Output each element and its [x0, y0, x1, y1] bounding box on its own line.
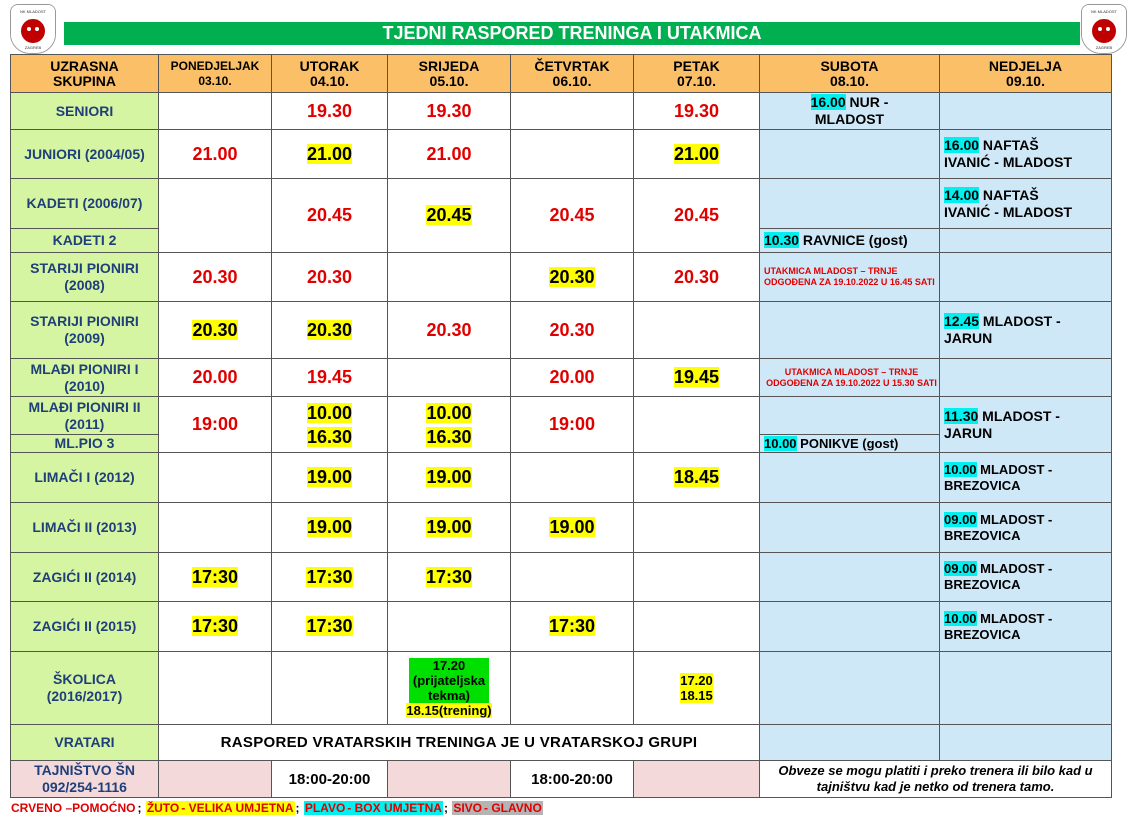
header-day-wed: SRIJEDA 05.10.	[388, 55, 511, 93]
office-label: TAJNIŠTVO ŠN 092/254-1116	[11, 761, 159, 798]
time-cell: 20.45	[388, 179, 511, 253]
cell-empty	[760, 179, 940, 229]
time-cell: 19.00	[272, 503, 388, 553]
time-cell: 20.00	[511, 359, 634, 397]
time-cell: 18.45	[634, 453, 760, 503]
goalkeeper-message: RASPORED VRATARSKIH TRENINGA JE U VRATARSKOJ GRUPI	[159, 725, 760, 761]
time-cell: 21.00	[634, 130, 760, 179]
group-label: MLAĐI PIONIRI II (2011)	[11, 397, 159, 435]
cell-empty	[940, 725, 1112, 761]
cell-empty	[511, 652, 634, 725]
group-label: KADETI (2006/07)	[11, 179, 159, 229]
club-logo-left	[10, 4, 56, 54]
match-cell: 09.00 MLADOST - BREZOVICA	[940, 503, 1112, 553]
row-juniori	[11, 130, 1112, 179]
row-limaci-2012	[11, 453, 1112, 503]
time-cell: 19.00	[272, 453, 388, 503]
cell-empty	[159, 503, 272, 553]
row-mladi-pioniri-2010	[11, 359, 1112, 397]
legend-blue: PLAVO	[304, 801, 346, 815]
cell-empty	[634, 302, 760, 359]
time-cell: 19:00	[159, 397, 272, 453]
match-cell: 16.00 NAFTAŠ IVANIĆ - MLADOST	[940, 130, 1112, 179]
match-cell: 14.00 NAFTAŠ IVANIĆ - MLADOST	[940, 179, 1112, 229]
group-label: LIMAČI II (2013)	[11, 503, 159, 553]
cell-empty	[388, 761, 511, 798]
row-zagici-2014	[11, 553, 1112, 602]
time-cell: 19.30	[634, 93, 760, 130]
cell-empty	[760, 453, 940, 503]
match-cell: 11.30 MLADOST - JARUN	[940, 397, 1112, 453]
group-label: ŠKOLICA (2016/2017)	[11, 652, 159, 725]
group-label: ZAGIĆI II (2015)	[11, 602, 159, 652]
header-day-tue: UTORAK 04.10.	[272, 55, 388, 93]
cell-empty	[760, 397, 940, 435]
legend-grey: SIVO	[453, 801, 482, 815]
group-label: VRATARI	[11, 725, 159, 761]
cell-empty	[760, 725, 940, 761]
row-stariji-pioniri-2009	[11, 302, 1112, 359]
cell-empty	[760, 652, 940, 725]
club-logo-right	[1081, 4, 1127, 54]
time-cell: 20.45	[634, 179, 760, 253]
match-cell: 10.00 MLADOST - BREZOVICA	[940, 453, 1112, 503]
cell-empty	[388, 359, 511, 397]
time-cell: 20.45	[272, 179, 388, 253]
group-label: LIMAČI I (2012)	[11, 453, 159, 503]
cell-empty	[760, 503, 940, 553]
match-cell: 10.00 MLADOST - BREZOVICA	[940, 602, 1112, 652]
header-day-thu: ČETVRTAK 06.10.	[511, 55, 634, 93]
time-cell: 17:30	[388, 553, 511, 602]
time-cell: 19.45	[634, 359, 760, 397]
legend-yellow: ŽUTO	[146, 801, 180, 815]
cell-empty	[940, 93, 1112, 130]
group-label: ZAGIĆI II (2014)	[11, 553, 159, 602]
match-cell: 12.45 MLADOST - JARUN	[940, 302, 1112, 359]
schedule-table	[10, 54, 1112, 798]
cell-empty	[634, 761, 760, 798]
row-limaci-2013	[11, 503, 1112, 553]
time-cell: 20.30	[159, 302, 272, 359]
legend-yellow-desc: - VELIKA UMJETNA	[181, 801, 294, 815]
cell-empty	[511, 553, 634, 602]
time-cell: 20.30	[634, 253, 760, 302]
postponed-note: UTAKMICA MLADOST – TRNJE ODGOĐENA ZA 19.10.2022 U 15.30 SATI	[760, 359, 940, 397]
svg-text:NK MLADOST: NK MLADOST	[1090, 9, 1118, 14]
row-seniori	[11, 93, 1112, 130]
cell-empty	[159, 179, 272, 253]
row-skolica	[11, 652, 1112, 725]
legend-red: CRVENO –POMOĆNO	[11, 801, 136, 815]
time-cell: 20.30	[511, 302, 634, 359]
group-label: ML.PIO 3	[11, 435, 159, 453]
row-mladi-pioniri-2011	[11, 397, 1112, 435]
time-cell: 20.45	[511, 179, 634, 253]
cell-empty	[940, 253, 1112, 302]
legend-blue-desc: - BOX UMJETNA	[347, 801, 442, 815]
time-cell: 10.00 16.30	[272, 397, 388, 453]
time-cell: 17:30	[159, 602, 272, 652]
cell-empty	[760, 553, 940, 602]
cell-empty	[159, 761, 272, 798]
time-cell: 19.45	[272, 359, 388, 397]
legend-grey-desc: - GLAVNO	[484, 801, 542, 815]
time-cell: 17:30	[272, 553, 388, 602]
cell-empty	[940, 229, 1112, 253]
group-label: STARIJI PIONIRI (2009)	[11, 302, 159, 359]
header-row	[11, 55, 1112, 93]
cell-empty	[511, 93, 634, 130]
group-label: KADETI 2	[11, 229, 159, 253]
row-tajnistvo	[11, 761, 1112, 798]
header-day-sat: SUBOTA 08.10.	[760, 55, 940, 93]
row-stariji-pioniri-2008	[11, 253, 1112, 302]
cell-empty	[760, 130, 940, 179]
group-label: STARIJI PIONIRI (2008)	[11, 253, 159, 302]
cell-empty	[634, 553, 760, 602]
postponed-note: UTAKMICA MLADOST – TRNJE ODGOĐENA ZA 19.10.2022 U 16.45 SATI	[760, 253, 940, 302]
match-cell: 10.30 RAVNICE (gost)	[760, 229, 940, 253]
header-day-sun: NEDJELJA 09.10.	[940, 55, 1112, 93]
match-cell: 09.00 MLADOST - BREZOVICA	[940, 553, 1112, 602]
cell-empty	[388, 602, 511, 652]
time-cell: 17:30	[159, 553, 272, 602]
cell-empty	[272, 652, 388, 725]
time-cell: 19.30	[388, 93, 511, 130]
time-cell: 21.00	[159, 130, 272, 179]
time-cell: 20.30	[272, 302, 388, 359]
schedule-title: TJEDNI RASPORED TRENINGA I UTAKMICA	[64, 22, 1080, 45]
cell-empty	[760, 602, 940, 652]
time-cell: 17:30	[511, 602, 634, 652]
cell-empty	[159, 652, 272, 725]
time-cell: 20.00	[159, 359, 272, 397]
cell-empty	[511, 130, 634, 179]
cell-empty	[940, 359, 1112, 397]
row-kadeti	[11, 179, 1112, 229]
svg-text:ZAGREB: ZAGREB	[1095, 45, 1113, 50]
header-group: UZRASNA SKUPINA	[11, 55, 159, 93]
time-cell: 21.00	[272, 130, 388, 179]
time-cell: 17.20 18.15	[634, 652, 760, 725]
svg-text:ZAGREB: ZAGREB	[24, 45, 42, 50]
cell-empty	[159, 93, 272, 130]
group-label: SENIORI	[11, 93, 159, 130]
time-cell: 19.00	[388, 503, 511, 553]
header-day-fri: PETAK 07.10.	[634, 55, 760, 93]
cell-empty	[634, 503, 760, 553]
row-vratari	[11, 725, 1112, 761]
office-hours-cell: 18:00-20:00	[272, 761, 388, 798]
svg-text:NK MLADOST: NK MLADOST	[19, 9, 47, 14]
time-cell: 19.00	[388, 453, 511, 503]
time-cell: 10.00 16.30	[388, 397, 511, 453]
cell-empty	[760, 302, 940, 359]
time-cell: 20.30	[511, 253, 634, 302]
time-cell: 20.30	[159, 253, 272, 302]
time-cell: 21.00	[388, 130, 511, 179]
cell-empty	[159, 453, 272, 503]
color-legend: CRVENO –POMOĆNO ; ŽUTO - VELIKA UMJETNA ; PLAVO - BOX UMJETNA ; SIVO - GLAVNO	[11, 801, 542, 815]
cell-empty	[388, 253, 511, 302]
match-cell: 16.00 NUR - MLADOST	[760, 93, 940, 130]
time-cell: 20.30	[388, 302, 511, 359]
header-day-mon: PONEDJELJAK 03.10.	[159, 55, 272, 93]
office-hours-cell: 18:00-20:00	[511, 761, 634, 798]
match-cell: 10.00 PONIKVE (gost)	[760, 435, 940, 453]
time-cell: 19.00	[511, 503, 634, 553]
cell-empty	[511, 453, 634, 503]
friendly-match-cell: 17.20 (prijateljska tekma) 18.15(trening)	[388, 652, 511, 725]
cell-empty	[940, 652, 1112, 725]
time-cell: 19.30	[272, 93, 388, 130]
time-cell: 20.30	[272, 253, 388, 302]
payment-note: Obveze se mogu platiti i preko trenera ili bilo kad u tajništvu kad je netko od trenera tamo.	[760, 761, 1112, 798]
friendly-match-block: 17.20 (prijateljska tekma)	[409, 658, 489, 703]
group-label: MLAĐI PIONIRI I (2010)	[11, 359, 159, 397]
group-label: JUNIORI (2004/05)	[11, 130, 159, 179]
cell-empty	[634, 602, 760, 652]
row-zagici-2015	[11, 602, 1112, 652]
time-cell: 19:00	[511, 397, 634, 453]
cell-empty	[634, 397, 760, 453]
time-cell: 17:30	[272, 602, 388, 652]
